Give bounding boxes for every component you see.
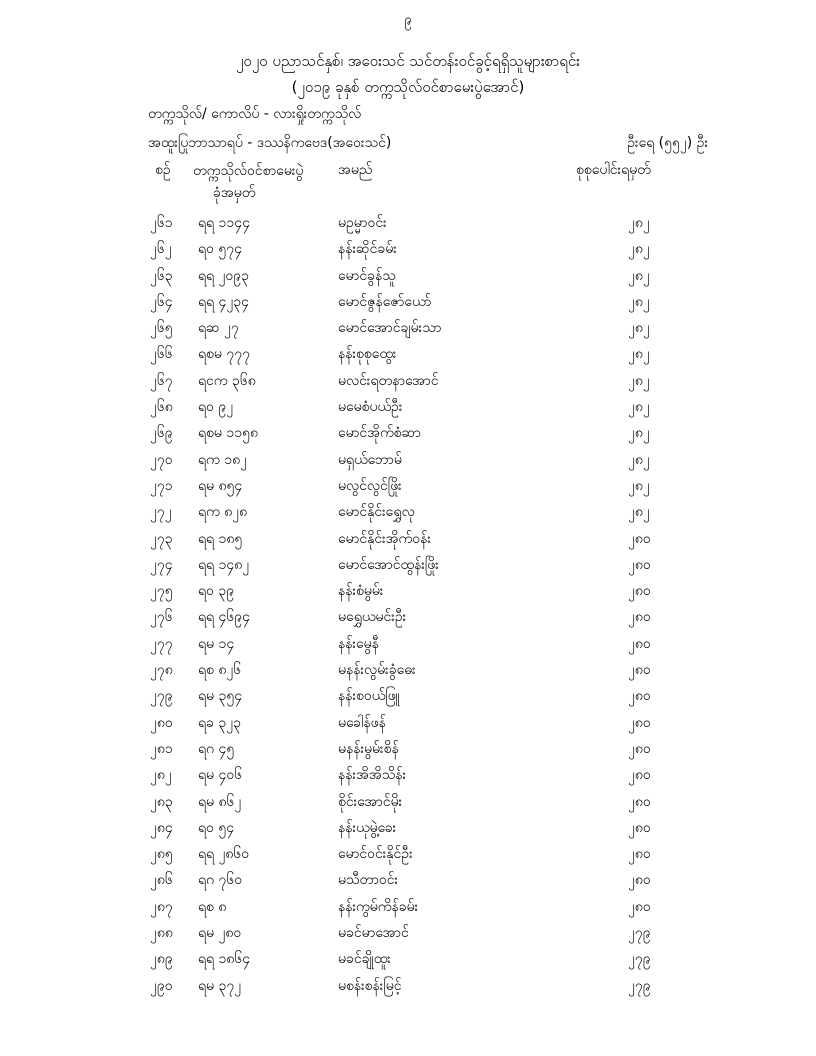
row-number: ၂၆၇ bbox=[150, 372, 173, 389]
row-number: ၂၆၉ bbox=[150, 425, 173, 442]
roll-number: ရစ ၈ bbox=[198, 898, 227, 915]
roll-number: ရမ ၈၆၂ bbox=[198, 793, 242, 810]
column-header-no: စဉ် bbox=[155, 162, 171, 178]
roll-number: ရမ ၄၀၆ bbox=[198, 767, 243, 784]
student-name: မောင်ခွန်သူ bbox=[338, 267, 396, 284]
row-number: ၂၇၇ bbox=[150, 635, 173, 652]
total-score: ၂၇၉ bbox=[628, 951, 651, 968]
row-number: ၂၈၄ bbox=[150, 819, 173, 836]
roll-number: ရရ ၁၈၅ bbox=[198, 530, 243, 547]
roll-number: ရစမ ၁၁၅၈ bbox=[198, 425, 258, 442]
roll-number: ရခ ၃၂၃ bbox=[198, 714, 241, 731]
total-score: ၂၈၀ bbox=[628, 688, 651, 705]
column-header-roll bbox=[193, 160, 303, 204]
student-name: နန်းစံမွမ်း bbox=[338, 583, 384, 600]
table-row bbox=[0, 210, 816, 236]
total-score: ၂၇၉ bbox=[628, 925, 651, 942]
row-number: ၂၈၅ bbox=[150, 846, 173, 863]
row-number: ၂၆၄ bbox=[150, 293, 173, 310]
total-score: ၂၈၂ bbox=[628, 346, 650, 363]
column-header-total: စုစုပေါင်းရမှတ် bbox=[576, 162, 651, 178]
student-name: မောင်ဝင်းနိုင်ဦး bbox=[338, 846, 413, 863]
student-name: မသီတာဝင်း bbox=[338, 872, 399, 889]
roll-number: ရဝ ၅၄ bbox=[198, 819, 235, 836]
student-name: မရှယ်ဘောမ် bbox=[338, 451, 402, 468]
row-number: ၂၈၆ bbox=[150, 872, 173, 889]
table-row bbox=[0, 894, 816, 920]
row-number: ၂၇၃ bbox=[150, 530, 173, 547]
total-score: ၂၈၂ bbox=[628, 267, 650, 284]
student-name: မခေါန်ဖန် bbox=[338, 714, 386, 731]
table-row bbox=[0, 368, 816, 394]
student-name: မခင်မာအောင် bbox=[338, 925, 409, 942]
column-header-roll-line1: တက္ကသိုလ်ဝင်စာမေးပွဲ bbox=[193, 163, 304, 179]
student-name: မလင်းရတနာအောင် bbox=[338, 372, 439, 389]
row-number: ၂၇၄ bbox=[150, 556, 173, 573]
roll-number: ရရ ၄၂၃၄ bbox=[198, 293, 250, 310]
roll-number: ရရ ၂၀၉၃ bbox=[198, 267, 250, 284]
roll-number: ရမ ၃၅၄ bbox=[198, 688, 243, 705]
roll-number: ရရ ၄၆၉၄ bbox=[198, 609, 251, 626]
result-table bbox=[0, 210, 816, 999]
table-row bbox=[0, 867, 816, 893]
student-name: မဥမ္မာဝင်း bbox=[338, 215, 387, 231]
university-label: တက္ကသိုလ်/ ကောလိပ် - လားရှိုးတက္ကသိုလ် bbox=[148, 106, 362, 122]
row-number: ၂၇၅ bbox=[150, 583, 173, 600]
total-score: ၂၈၀ bbox=[628, 898, 651, 915]
row-number: ၂၆၅ bbox=[150, 320, 173, 337]
student-name: မရွှေယမင်းဦး bbox=[338, 609, 407, 626]
student-name: နန်းကွမ်ကိန်ခမ်း bbox=[338, 898, 419, 915]
total-score: ၂၈၂ bbox=[628, 477, 650, 494]
row-number: ၂၇၂ bbox=[150, 504, 172, 521]
total-score: ၂၈၀ bbox=[628, 714, 651, 731]
table-row bbox=[0, 447, 816, 473]
row-number: ၂၈၃ bbox=[150, 793, 173, 810]
roll-number: ရငက ၃၆၈ bbox=[198, 372, 256, 389]
student-name: မောင်နိုင်းရွှေလု bbox=[338, 504, 415, 521]
total-score: ၂၈၂ bbox=[628, 451, 650, 468]
row-number: ၂၇၁ bbox=[150, 477, 173, 494]
table-row bbox=[0, 815, 816, 841]
total-count: ဦးရေ (၅၅၂) ဦး bbox=[627, 135, 708, 151]
row-number: ၂၈၁ bbox=[150, 740, 173, 757]
total-score: ၂၈၀ bbox=[628, 793, 651, 810]
table-row bbox=[0, 604, 816, 630]
total-score: ၂၈၀ bbox=[628, 662, 651, 679]
row-number: ၂၈၀ bbox=[150, 714, 173, 731]
roll-number: ရဝ ၉၂ bbox=[198, 399, 234, 416]
table-row bbox=[0, 710, 816, 736]
student-name: မောင်အိုက်စံဆာ bbox=[338, 425, 421, 442]
table-row bbox=[0, 341, 816, 367]
row-number: ၂၇၉ bbox=[150, 688, 173, 705]
student-name: မောင်အောင်ချမ်းသာ bbox=[338, 320, 442, 337]
student-name: နန်းယုမွဲ့ခေး bbox=[338, 819, 397, 836]
table-row bbox=[0, 789, 816, 815]
student-name: မနန်းမွမ်းစိန် bbox=[338, 740, 399, 757]
column-header-roll-line2: ခုံအမှတ် bbox=[213, 185, 256, 201]
row-number: ၂၈၇ bbox=[150, 898, 173, 915]
total-score: ၂၈၀ bbox=[628, 583, 651, 600]
row-number: ၂၇၆ bbox=[150, 609, 173, 626]
total-score: ၂၈၀ bbox=[628, 635, 651, 652]
total-score: ၂၈၂ bbox=[628, 215, 650, 231]
table-row bbox=[0, 526, 816, 552]
total-score: ၂၇၉ bbox=[628, 977, 651, 994]
student-name: မနန်းလွမ်းခွံဓေး bbox=[338, 662, 416, 679]
row-number: ၂၆၆ bbox=[150, 346, 173, 363]
table-row bbox=[0, 420, 816, 446]
roll-number: ရက ၈၂၈ bbox=[198, 504, 248, 521]
roll-number: ရဆ ၂၇ bbox=[198, 320, 239, 337]
total-score: ၂၈၀ bbox=[628, 740, 651, 757]
total-score: ၂၈၂ bbox=[628, 241, 650, 258]
student-name: နန်းဆိုင်ခမ်း bbox=[338, 241, 397, 258]
total-score: ၂၈၀ bbox=[628, 767, 651, 784]
row-number: ၂၆၃ bbox=[150, 267, 173, 284]
roll-number: ရမ ၂၈၀ bbox=[198, 925, 242, 942]
document-subtitle: (၂၀၁၉ ခုနှစ် တက္ကသိုလ်ဝင်စာမေးပွဲအောင်) bbox=[291, 78, 525, 96]
row-number: ၂၇၀ bbox=[150, 451, 173, 468]
page-number: ၉ bbox=[404, 12, 412, 28]
table-row bbox=[0, 578, 816, 604]
row-number: ၂၆၈ bbox=[150, 399, 173, 416]
student-name: နန်းစုစုထွေး bbox=[338, 346, 397, 363]
table-row bbox=[0, 736, 816, 762]
row-number: ၂၉၀ bbox=[150, 977, 173, 994]
table-row bbox=[0, 394, 816, 420]
roll-number: ရမ ၃၇၂ bbox=[198, 977, 242, 994]
row-number: ၂၈၉ bbox=[150, 951, 173, 968]
roll-number: ရမ ၈၅၄ bbox=[198, 477, 243, 494]
total-score: ၂၈၀ bbox=[628, 819, 651, 836]
roll-number: ရဝ ၅၇၄ bbox=[198, 241, 242, 258]
total-score: ၂၈၂ bbox=[628, 372, 650, 389]
table-row bbox=[0, 762, 816, 788]
roll-number: ရရ ၁၄၈၂ bbox=[198, 556, 250, 573]
roll-number: ရဝ ၃၉ bbox=[198, 583, 235, 600]
table-row bbox=[0, 973, 816, 999]
roll-number: ရရ ၁၁၄၄ bbox=[198, 215, 251, 231]
student-name: မခင်ချိုထူး bbox=[338, 951, 391, 968]
total-score: ၂၈၂ bbox=[628, 320, 650, 337]
row-number: ၂၈၂ bbox=[150, 767, 172, 784]
row-number: ၂၆၁ bbox=[150, 215, 173, 231]
roll-number: ရစမ ၇၇၇ bbox=[198, 346, 250, 363]
table-row bbox=[0, 920, 816, 946]
table-row bbox=[0, 683, 816, 709]
total-score: ၂၈၀ bbox=[628, 556, 651, 573]
row-number: ၂၈၈ bbox=[150, 925, 173, 942]
student-name: မလွင်လွင်ဖြိုး bbox=[338, 477, 402, 494]
table-row bbox=[0, 552, 816, 578]
student-name: မောင်ဇွန်ဇော်ယော် bbox=[338, 293, 432, 310]
total-score: ၂၈၂ bbox=[628, 504, 650, 521]
table-row bbox=[0, 473, 816, 499]
student-name: မောင်အောင်ထွန်းဖြိုး bbox=[338, 556, 439, 573]
table-row bbox=[0, 946, 816, 972]
table-row bbox=[0, 236, 816, 262]
table-row bbox=[0, 315, 816, 341]
table-row bbox=[0, 841, 816, 867]
roll-number: ရမ ၁၄ bbox=[198, 635, 235, 652]
total-score: ၂၈၂ bbox=[628, 399, 650, 416]
department-label: အထူးပြုဘာသာရပ် - ဒဿနိကဗေဒ(အဝေးသင်) bbox=[148, 135, 392, 151]
total-score: ၂၈၀ bbox=[628, 846, 651, 863]
student-name: စိုင်းအောင်မိုး bbox=[338, 793, 403, 810]
row-number: ၂၆၂ bbox=[150, 241, 172, 258]
student-name: မစန်းစန်းမြင့် bbox=[338, 977, 402, 994]
table-row bbox=[0, 657, 816, 683]
total-score: ၂၈၀ bbox=[628, 872, 651, 889]
student-name: နန်းစဝယ်ဖြူ bbox=[338, 688, 400, 705]
student-name: မောင်နိုင်းအိုက်ဝန်း bbox=[338, 530, 431, 547]
table-row bbox=[0, 263, 816, 289]
document-title: ၂၀၂၀ ပညာသင်နှစ်၊ အဝေးသင် သင်တန်းဝင်ခွင့်ရရှိသူများစာရင်း bbox=[236, 52, 580, 70]
student-name: နန်းအိအိသိန်း bbox=[338, 767, 407, 784]
table-row bbox=[0, 499, 816, 525]
total-score: ၂၈၀ bbox=[628, 530, 651, 547]
total-score: ၂၈၂ bbox=[628, 425, 650, 442]
roll-number: ရက ၁၈၂ bbox=[198, 451, 247, 468]
roll-number: ရစ ၈၂၆ bbox=[198, 662, 242, 679]
roll-number: ရဂ ၇၆၀ bbox=[198, 872, 243, 889]
roll-number: ရရ ၂၈၆၀ bbox=[198, 846, 250, 863]
total-score: ၂၈၀ bbox=[628, 609, 651, 626]
student-name: နန်းမွေနီ bbox=[338, 635, 379, 652]
roll-number: ရဂ ၄၅ bbox=[198, 740, 235, 757]
table-row bbox=[0, 289, 816, 315]
total-score: ၂၈၂ bbox=[628, 293, 650, 310]
student-name: မမေစံပယ်ဦး bbox=[338, 399, 403, 416]
table-row bbox=[0, 631, 816, 657]
column-header-name: အမည် bbox=[338, 162, 373, 178]
row-number: ၂၇၈ bbox=[150, 662, 173, 679]
roll-number: ရရ ၁၈၆၄ bbox=[198, 951, 251, 968]
